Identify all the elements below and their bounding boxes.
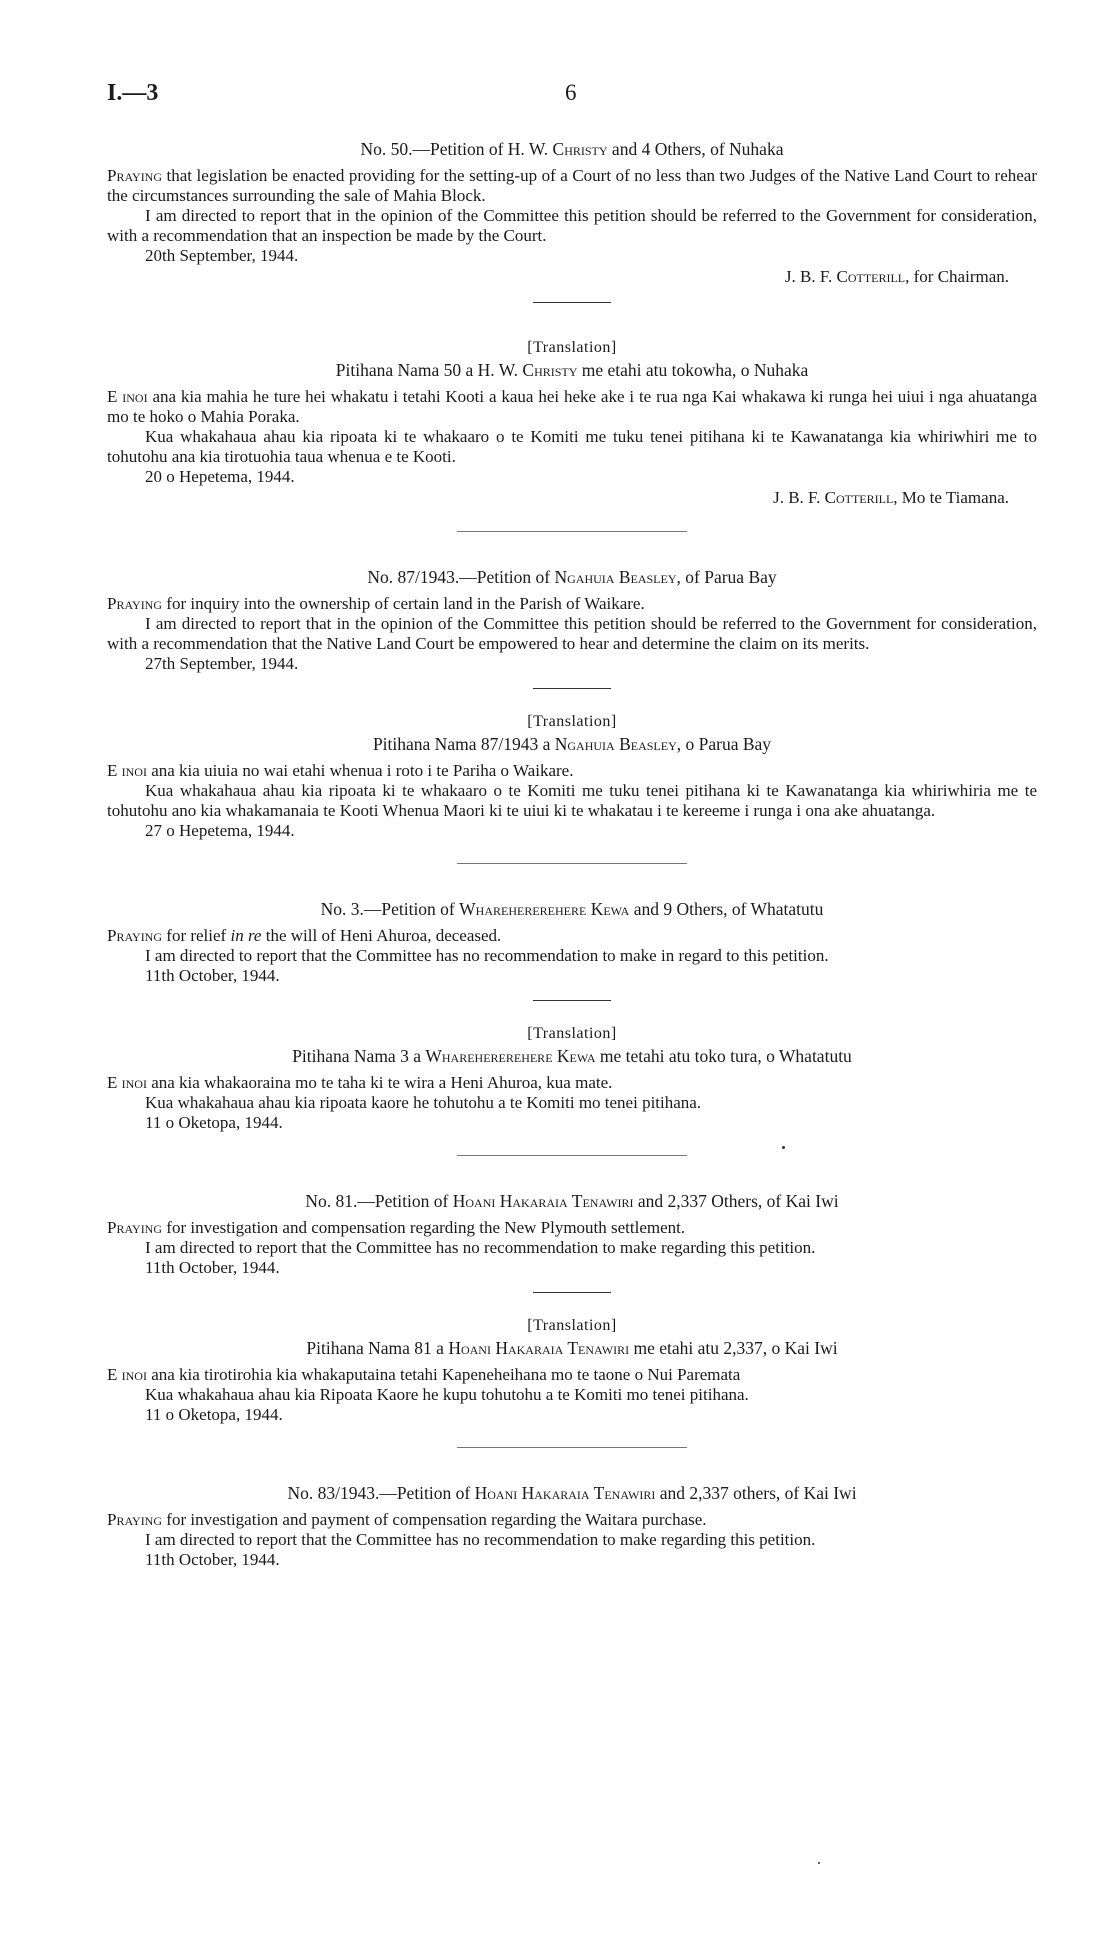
translation-praying: E inoi ana kia whakaoraina mo te taha ki te wira a Heni Ahuroa, kua mate. (107, 1073, 613, 1092)
petition-no-83-1943 (107, 1482, 1037, 1570)
translation-date: 11 o Oketopa, 1944. (145, 1113, 283, 1132)
translation-title: Pitihana Nama 50 a H. W. Christy me etahi atu tokowha, o Nuhaka (335, 360, 809, 380)
report-date: 11th October, 1944. (145, 1550, 280, 1569)
translation-signature: J. B. F. Cotterill, Mo te Tiamana. (773, 488, 1009, 507)
signature: J. B. F. Cotterill, for Chairman. (784, 267, 1009, 286)
report-paragraph: I am directed to report that in the opinion of the Committee this petition should be referred to the Government for consideration, with a recommendation that the Native Land Court be empowered to hear and determine the claim on its merits. (107, 614, 1037, 653)
paper-reference: I.—3 (107, 80, 159, 106)
document-page (107, 80, 1037, 1570)
praying-paragraph: Praying for relief in re the will of Heni Ahuroa, deceased. (107, 926, 502, 945)
translation-block (107, 1023, 1037, 1133)
translation-report: Kua whakahaua ahau kia ripoata kaore he tohutohu a te Komiti mo tenei pitihana. (145, 1093, 702, 1112)
petition-title: No. 81.—Petition of Hoani Hakaraia Tenawiri and 2,337 Others, of Kai Iwi (305, 1191, 839, 1211)
petition-title: No. 87/1943.—Petition of Ngahuia Beasley, of Parua Bay (367, 567, 777, 587)
report-paragraph: I am directed to report that the Committee has no recommendation to make in regard to this petition. (145, 946, 829, 965)
report-paragraph: I am directed to report that the Committee has no recommendation to make regarding this petition. (145, 1238, 816, 1257)
report-paragraph: I am directed to report that the Committee has no recommendation to make regarding this petition. (145, 1530, 816, 1549)
praying-paragraph: Praying for inquiry into the ownership of certain land in the Parish of Waikare. (107, 594, 645, 613)
page-header (107, 80, 1037, 116)
petition-title: No. 3.—Petition of Wharehererehere Kewa and 9 Others, of Whatatutu (320, 899, 824, 919)
report-date: 11th October, 1944. (145, 1258, 280, 1277)
translation-title: Pitihana Nama 87/1943 a Ngahuia Beasley, o Parua Bay (372, 734, 772, 754)
translation-block (107, 1315, 1037, 1425)
petition-no-3 (107, 898, 1037, 1133)
report-date: 20th September, 1944. (145, 246, 299, 265)
report-date: 11th October, 1944. (145, 966, 280, 985)
translation-label: [Translation] (527, 339, 617, 356)
page-number: 6 (565, 80, 577, 105)
translation-report: Kua whakahaua ahau kia ripoata ki te whakaaro o te Komiti me tuku tenei pitihana ki te Kawanatanga kia whiriwhiria me te tohutohu ano kia whakamanaia te Kooti Whenua Maori ki te uiui ki te whakatau i te kereeme i runga i ona ake ahuatanga. (107, 781, 1037, 820)
translation-report: Kua whakahaua ahau kia ripoata ki te whakaaro o te Komiti me tuku tenei pitihana ki te Kawanatanga kia whiriwhiri me to tohutohu ana kia tirotuohia taua whenua e te Kooti. (107, 427, 1037, 466)
praying-paragraph: Praying that legislation be enacted providing for the setting-up of a Court of no less than two Judges of the Native Land Court to rehear the circumstances surrounding the sale of Mahia Block. (107, 166, 1037, 205)
translation-date: 27 o Hepetema, 1944. (145, 821, 295, 840)
report-paragraph: I am directed to report that in the opinion of the Committee this petition should be referred to the Government for consideration, with a recommendation that an inspection be made by the Court. (107, 206, 1037, 245)
translation-report: Kua whakahaua ahau kia Ripoata Kaore he kupu tohutohu a te Komiti mo tenei pitihana. (145, 1385, 749, 1404)
petition-no-50 (107, 138, 1037, 509)
translation-date: 11 o Oketopa, 1944. (145, 1405, 283, 1424)
translation-label: [Translation] (527, 1025, 617, 1042)
translation-block (107, 337, 1037, 509)
petition-no-81 (107, 1190, 1037, 1425)
praying-paragraph: Praying for investigation and compensation regarding the New Plymouth settlement. (107, 1218, 686, 1237)
print-speck (782, 1146, 785, 1149)
petition-title: No. 83/1943.—Petition of Hoani Hakaraia Tenawiri and 2,337 others, of Kai Iwi (287, 1483, 857, 1503)
translation-title: Pitihana Nama 3 a Wharehererehere Kewa me tetahi atu toko tura, o Whatatutu (292, 1046, 852, 1066)
translation-label: [Translation] (527, 713, 617, 730)
translation-praying: E inoi ana kia mahia he ture hei whakatu i tetahi Kooti a kaua hei heke ake i te rua nga Kai whakawa ki runga hei uiui i nga ahuatanga mo te hoko o Mahia Poraka. (107, 387, 1037, 426)
translation-date: 20 o Hepetema, 1944. (145, 467, 295, 486)
translation-label: [Translation] (527, 1317, 617, 1334)
print-speck (818, 1862, 820, 1864)
report-date: 27th September, 1944. (145, 654, 299, 673)
translation-praying: E inoi ana kia tirotirohia kia whakaputaina tetahi Kapeneheihana mo te taone o Nui Paremata (107, 1365, 741, 1384)
translation-block (107, 711, 1037, 841)
praying-paragraph: Praying for investigation and payment of compensation regarding the Waitara purchase. (107, 1510, 707, 1529)
petition-title: No. 50.—Petition of H. W. Christy and 4 Others, of Nuhaka (360, 139, 784, 159)
translation-praying: E inoi ana kia uiuia no wai etahi whenua i roto i te Pariha o Waikare. (107, 761, 574, 780)
petition-no-87-1943 (107, 566, 1037, 841)
translation-title: Pitihana Nama 81 a Hoani Hakaraia Tenawiri me etahi atu 2,337, o Kai Iwi (306, 1338, 838, 1358)
